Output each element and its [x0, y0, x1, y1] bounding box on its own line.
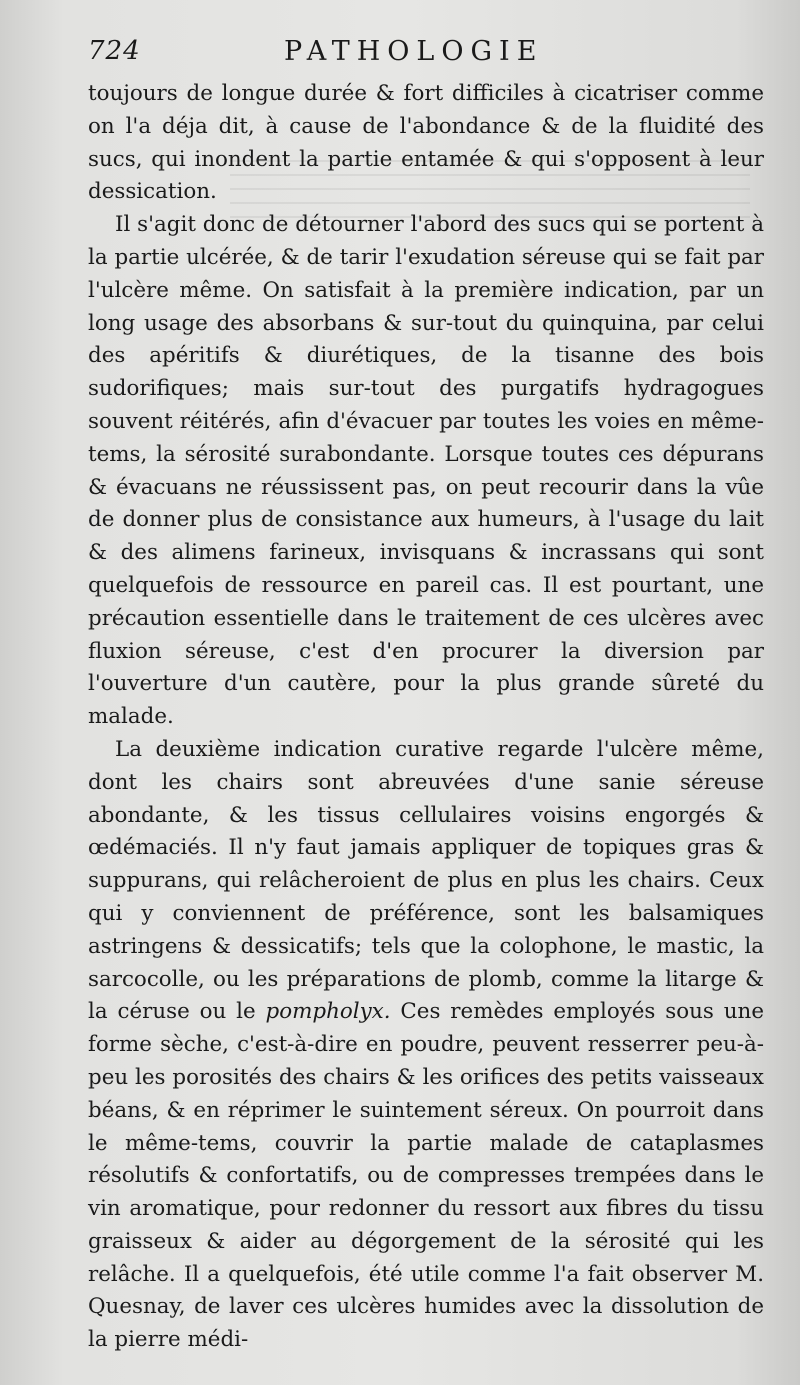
paragraph-text-before-italic: La deuxième indication curative regarde l'ulcère même, dont les chairs sont abreuvées d'une sanie séreuse abondante, & les tissus cellulaires voisins engorgés & œdémaciés. Il n'y faut jamais appliquer de topiques gras & suppurans, qui relâcheroient de plus en plus les chairs. Ceux qui y conviennent de préférence, sont les balsamiques astringens & dessicatifs; tels que la colophone, le mastic, la sarcocolle, ou les préparations de plomb, comme la litarge & la céruse ou le: [88, 736, 764, 1025]
paragraph-continuation: toujours de longue durée & fort difficiles à cicatriser comme on l'a déja dit, à cause de l'abondance & de la fluidité des sucs, qui inondent la partie entamée & qui s'opposent à leur dessication.: [88, 81, 764, 205]
body-text: [88, 78, 764, 1357]
italic-term-pompholyx: pompholyx.: [265, 999, 391, 1025]
paragraph-second-indication: [88, 734, 764, 1357]
paragraph-text-after-italic: Ces remèdes employés sous une forme sèche, c'est-à-dire en poudre, peuvent resserrer peu-à-peu les porosités des chairs & les orifices des petits vaisseaux béans, & en réprimer le suintement séreux. On pourroit dans le même-tems, couvrir la partie malade de cataplasmes résolutifs & confortatifs, ou de compresses trempées dans le vin aromatique, pour redonner du ressort aux fibres du tissu graisseux & aider au dégorgement de la sérosité qui les relâche. Il a quelquefois, été utile comme l'a fait observer M. Quesnay, de laver ces ulcères humides avec la dissolution de la pierre médi-: [88, 999, 764, 1353]
page-number: 724: [88, 36, 141, 66]
running-title: PATHOLOGIE: [284, 36, 544, 67]
page-header: [88, 36, 760, 76]
paragraph-first-indication: Il s'agit donc de détourner l'abord des sucs qui se portent à la partie ulcérée, & de tarir l'exudation séreuse qui se fait par l'ulcère même. On satisfait à la première indication, par un long usage des absorbans & sur-tout du quinquina, par celui des apéritifs & diurétiques, de la tisanne des bois sudorifiques; mais sur-tout des purgatifs hydragogues souvent réitérés, afin d'évacuer par toutes les voies en même-tems, la sérosité surabondante. Lorsque toutes ces dépurans & évacuans ne réussissent pas, on peut recourir dans la vûe de donner plus de consistance aux humeurs, à l'usage du lait & des alimens farineux, invisquans & incrassans qui sont quelquefois de ressource en pareil cas. Il est pourtant, une précaution essentielle dans le traitement de ces ulcères avec fluxion séreuse, c'est d'en procurer la diversion par l'ouverture d'un cautère, pour la plus grande sûreté du malade.: [88, 212, 764, 730]
